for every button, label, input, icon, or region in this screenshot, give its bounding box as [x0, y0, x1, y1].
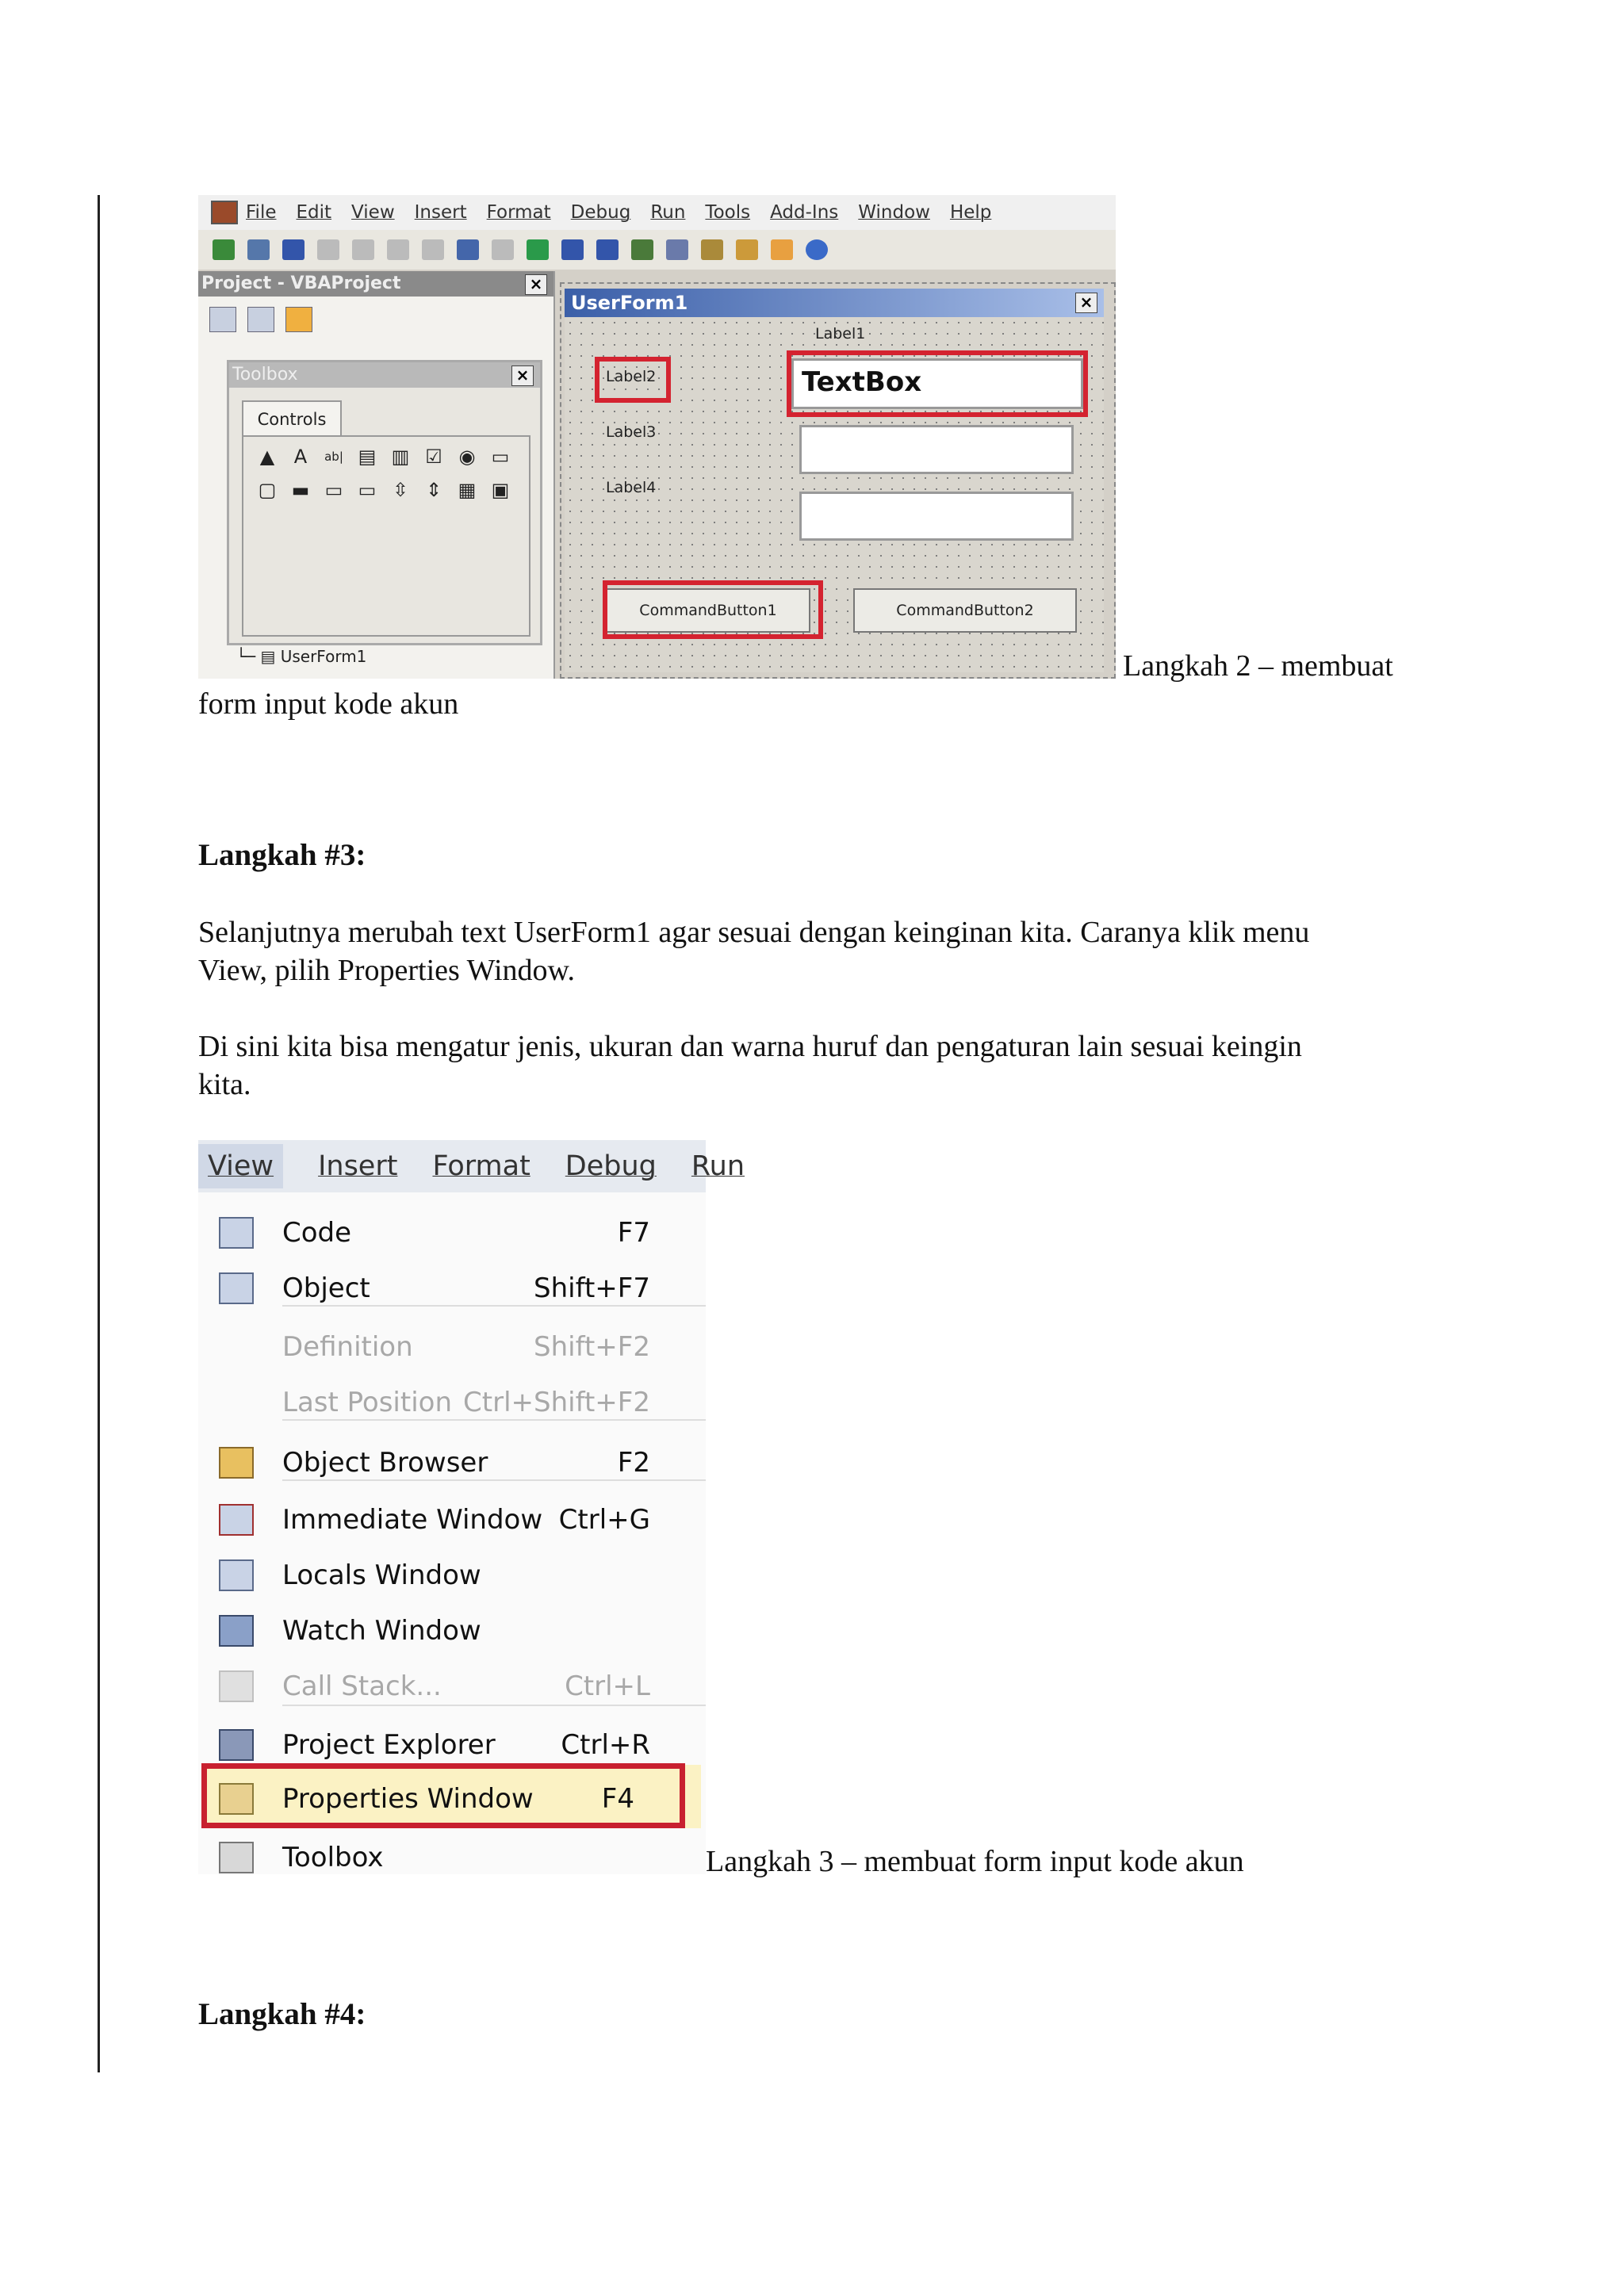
menu-item-object[interactable]: Object Shift+F7	[198, 1261, 706, 1316]
view-code-icon[interactable]	[209, 307, 236, 332]
project-explorer-panel	[198, 271, 555, 679]
project-explorer-icon	[219, 1729, 254, 1761]
menu-view[interactable]: View	[198, 1144, 283, 1188]
close-icon[interactable]: ×	[511, 365, 534, 386]
toggle-folders-icon[interactable]	[285, 307, 312, 332]
menu-edit[interactable]: Edit	[296, 202, 332, 223]
label2[interactable]: Label2	[606, 368, 657, 385]
save-icon[interactable]	[282, 239, 304, 260]
run-icon[interactable]	[527, 239, 549, 260]
watch-window-icon	[219, 1615, 254, 1647]
menu-item-immediate-window[interactable]: Immediate Window Ctrl+G	[198, 1492, 706, 1548]
caption-step2-part2: form input kode akun	[198, 687, 459, 721]
caption-step3: Langkah 3 – membuat form input kode akun	[706, 1845, 1244, 1878]
code-window-icon	[219, 1217, 254, 1249]
menu-view[interactable]: View	[351, 202, 395, 223]
locals-window-icon	[219, 1559, 254, 1591]
toolbox-title: Toolbox ×	[229, 362, 540, 388]
menu-separator	[282, 1479, 706, 1481]
vba-editor-screenshot	[198, 195, 1116, 679]
commandbutton-control-icon[interactable]: ▬	[291, 479, 310, 501]
menu-run[interactable]: Run	[691, 1150, 745, 1182]
spinbutton-control-icon[interactable]: ⇕	[425, 479, 442, 501]
vba-menubar	[198, 195, 1116, 230]
properties-window-highlight-box	[201, 1763, 685, 1828]
caption-step2-part1: Langkah 2 – membuat	[1123, 649, 1393, 683]
menu-addins[interactable]: Add-Ins	[770, 202, 839, 223]
view-menubar	[198, 1140, 745, 1192]
redo-icon[interactable]	[492, 239, 514, 260]
textbox-highlight-box	[787, 350, 1088, 417]
menu-item-last-position: Last Position Ctrl+Shift+F2	[282, 1387, 650, 1418]
insert-userform-icon[interactable]	[247, 239, 270, 260]
view-object-icon[interactable]	[247, 307, 274, 332]
label3[interactable]: Label3	[606, 423, 657, 441]
label4[interactable]: Label4	[606, 479, 657, 496]
menu-file[interactable]: File	[246, 202, 277, 223]
project-panel-toolbar	[198, 297, 553, 342]
menu-format[interactable]: Format	[432, 1150, 530, 1182]
object-browser-icon[interactable]	[736, 239, 758, 260]
break-icon[interactable]	[561, 239, 584, 260]
excel-view-icon[interactable]	[213, 239, 235, 260]
togglebutton-control-icon[interactable]: ▭	[491, 446, 510, 468]
object-browser-icon	[219, 1447, 254, 1479]
menu-tools[interactable]: Tools	[705, 202, 751, 223]
find-icon[interactable]	[422, 239, 444, 260]
paragraph-1-line2: View, pilih Properties Window.	[198, 954, 575, 987]
controls-panel	[242, 435, 530, 637]
menu-separator	[282, 1305, 706, 1307]
command-button1-highlight-box	[603, 580, 823, 639]
menu-item-object-browser[interactable]: Object Browser F2	[198, 1435, 706, 1490]
toolbox-window	[227, 360, 542, 645]
menu-window[interactable]: Window	[858, 202, 930, 223]
project-explorer-icon[interactable]	[666, 239, 688, 260]
menu-separator	[282, 1705, 706, 1706]
left-margin-line	[98, 195, 100, 2072]
close-icon[interactable]: ×	[525, 274, 547, 295]
menu-item-properties-window[interactable]: Properties Window F4	[198, 1771, 706, 1827]
optionbutton-control-icon[interactable]: ◉	[458, 446, 476, 468]
copy-icon[interactable]	[352, 239, 374, 260]
tree-item-userform[interactable]: └─ ▤ UserForm1	[236, 647, 367, 666]
frame-control-icon[interactable]: ▢	[258, 479, 277, 501]
textbox-2[interactable]	[799, 425, 1074, 474]
properties-icon[interactable]	[701, 239, 723, 260]
menu-insert[interactable]: Insert	[414, 202, 467, 223]
textbox-3[interactable]	[799, 492, 1074, 541]
textbox-1[interactable]: TextBox	[791, 358, 1083, 409]
scrollbar-control-icon[interactable]: ⇳	[392, 479, 409, 501]
menu-item-locals-window[interactable]: Locals Window	[198, 1548, 706, 1603]
immediate-window-icon	[219, 1504, 254, 1536]
multipage-control-icon[interactable]: ▭	[358, 479, 377, 501]
combobox-control-icon[interactable]: ▤	[358, 446, 377, 468]
checkbox-control-icon[interactable]: ☑	[425, 446, 442, 468]
cut-icon[interactable]	[317, 239, 339, 260]
menu-item-project-explorer[interactable]: Project Explorer Ctrl+R	[198, 1717, 706, 1773]
reset-icon[interactable]	[596, 239, 619, 260]
excel-app-icon	[211, 201, 238, 224]
menu-item-definition: Definition Shift+F2	[282, 1331, 650, 1363]
menu-run[interactable]: Run	[650, 202, 686, 223]
design-mode-icon[interactable]	[631, 239, 653, 260]
help-icon[interactable]	[806, 239, 828, 260]
toolbox-icon	[219, 1842, 254, 1873]
call-stack-icon	[219, 1670, 254, 1702]
controls-grid	[255, 445, 513, 502]
heading-step3: Langkah #3:	[198, 838, 366, 872]
command-button-2[interactable]: CommandButton2	[853, 588, 1077, 633]
textbox-control-icon[interactable]: ab|	[324, 450, 343, 464]
view-menu-screenshot	[198, 1140, 745, 1874]
label-control-icon[interactable]: A	[293, 446, 308, 468]
refedit-control-icon[interactable]: ▣	[491, 479, 510, 501]
undo-icon[interactable]	[457, 239, 479, 260]
menu-insert[interactable]: Insert	[318, 1150, 398, 1182]
heading-step4: Langkah #4:	[198, 1997, 366, 2031]
menu-format[interactable]: Format	[486, 202, 551, 223]
menu-separator	[282, 1419, 706, 1421]
listbox-control-icon[interactable]: ▥	[391, 446, 410, 468]
project-panel-title: Project - VBAProject ×	[198, 271, 553, 297]
label2-highlight-box	[595, 357, 671, 403]
menu-item-code[interactable]: Code F7	[198, 1205, 706, 1261]
menu-item-call-stack: Call Stack... Ctrl+L	[198, 1659, 706, 1714]
menu-help[interactable]: Help	[949, 202, 992, 223]
userform-title-bar: UserForm1 ×	[565, 289, 1104, 317]
tabstrip-control-icon[interactable]: ▭	[324, 479, 343, 501]
menu-item-watch-window[interactable]: Watch Window	[198, 1603, 706, 1659]
tab-controls[interactable]: Controls	[242, 400, 342, 437]
object-icon	[219, 1272, 254, 1304]
menu-item-toolbox[interactable]: Toolbox	[198, 1830, 706, 1885]
close-icon[interactable]: ×	[1075, 293, 1097, 313]
paragraph-1-line1: Selanjutnya merubah text UserForm1 agar sesuai dengan keinginan kita. Caranya klik menu	[198, 916, 1310, 949]
paste-icon[interactable]	[387, 239, 409, 260]
command-button-1[interactable]: CommandButton1	[606, 588, 810, 633]
paragraph-2-line1: Di sini kita bisa mengatur jenis, ukuran dan warna huruf dan pengaturan lain sesuai keingin	[198, 1030, 1302, 1063]
vba-toolbar	[198, 230, 1116, 270]
image-control-icon[interactable]: ▦	[458, 479, 477, 501]
menu-debug[interactable]: Debug	[565, 1150, 657, 1182]
paragraph-2-line2: kita.	[198, 1068, 251, 1101]
menu-debug[interactable]: Debug	[570, 202, 631, 223]
select-objects-icon[interactable]: ▲	[259, 446, 275, 468]
label1[interactable]: Label1	[815, 325, 866, 342]
toolbox-icon[interactable]	[771, 239, 793, 260]
